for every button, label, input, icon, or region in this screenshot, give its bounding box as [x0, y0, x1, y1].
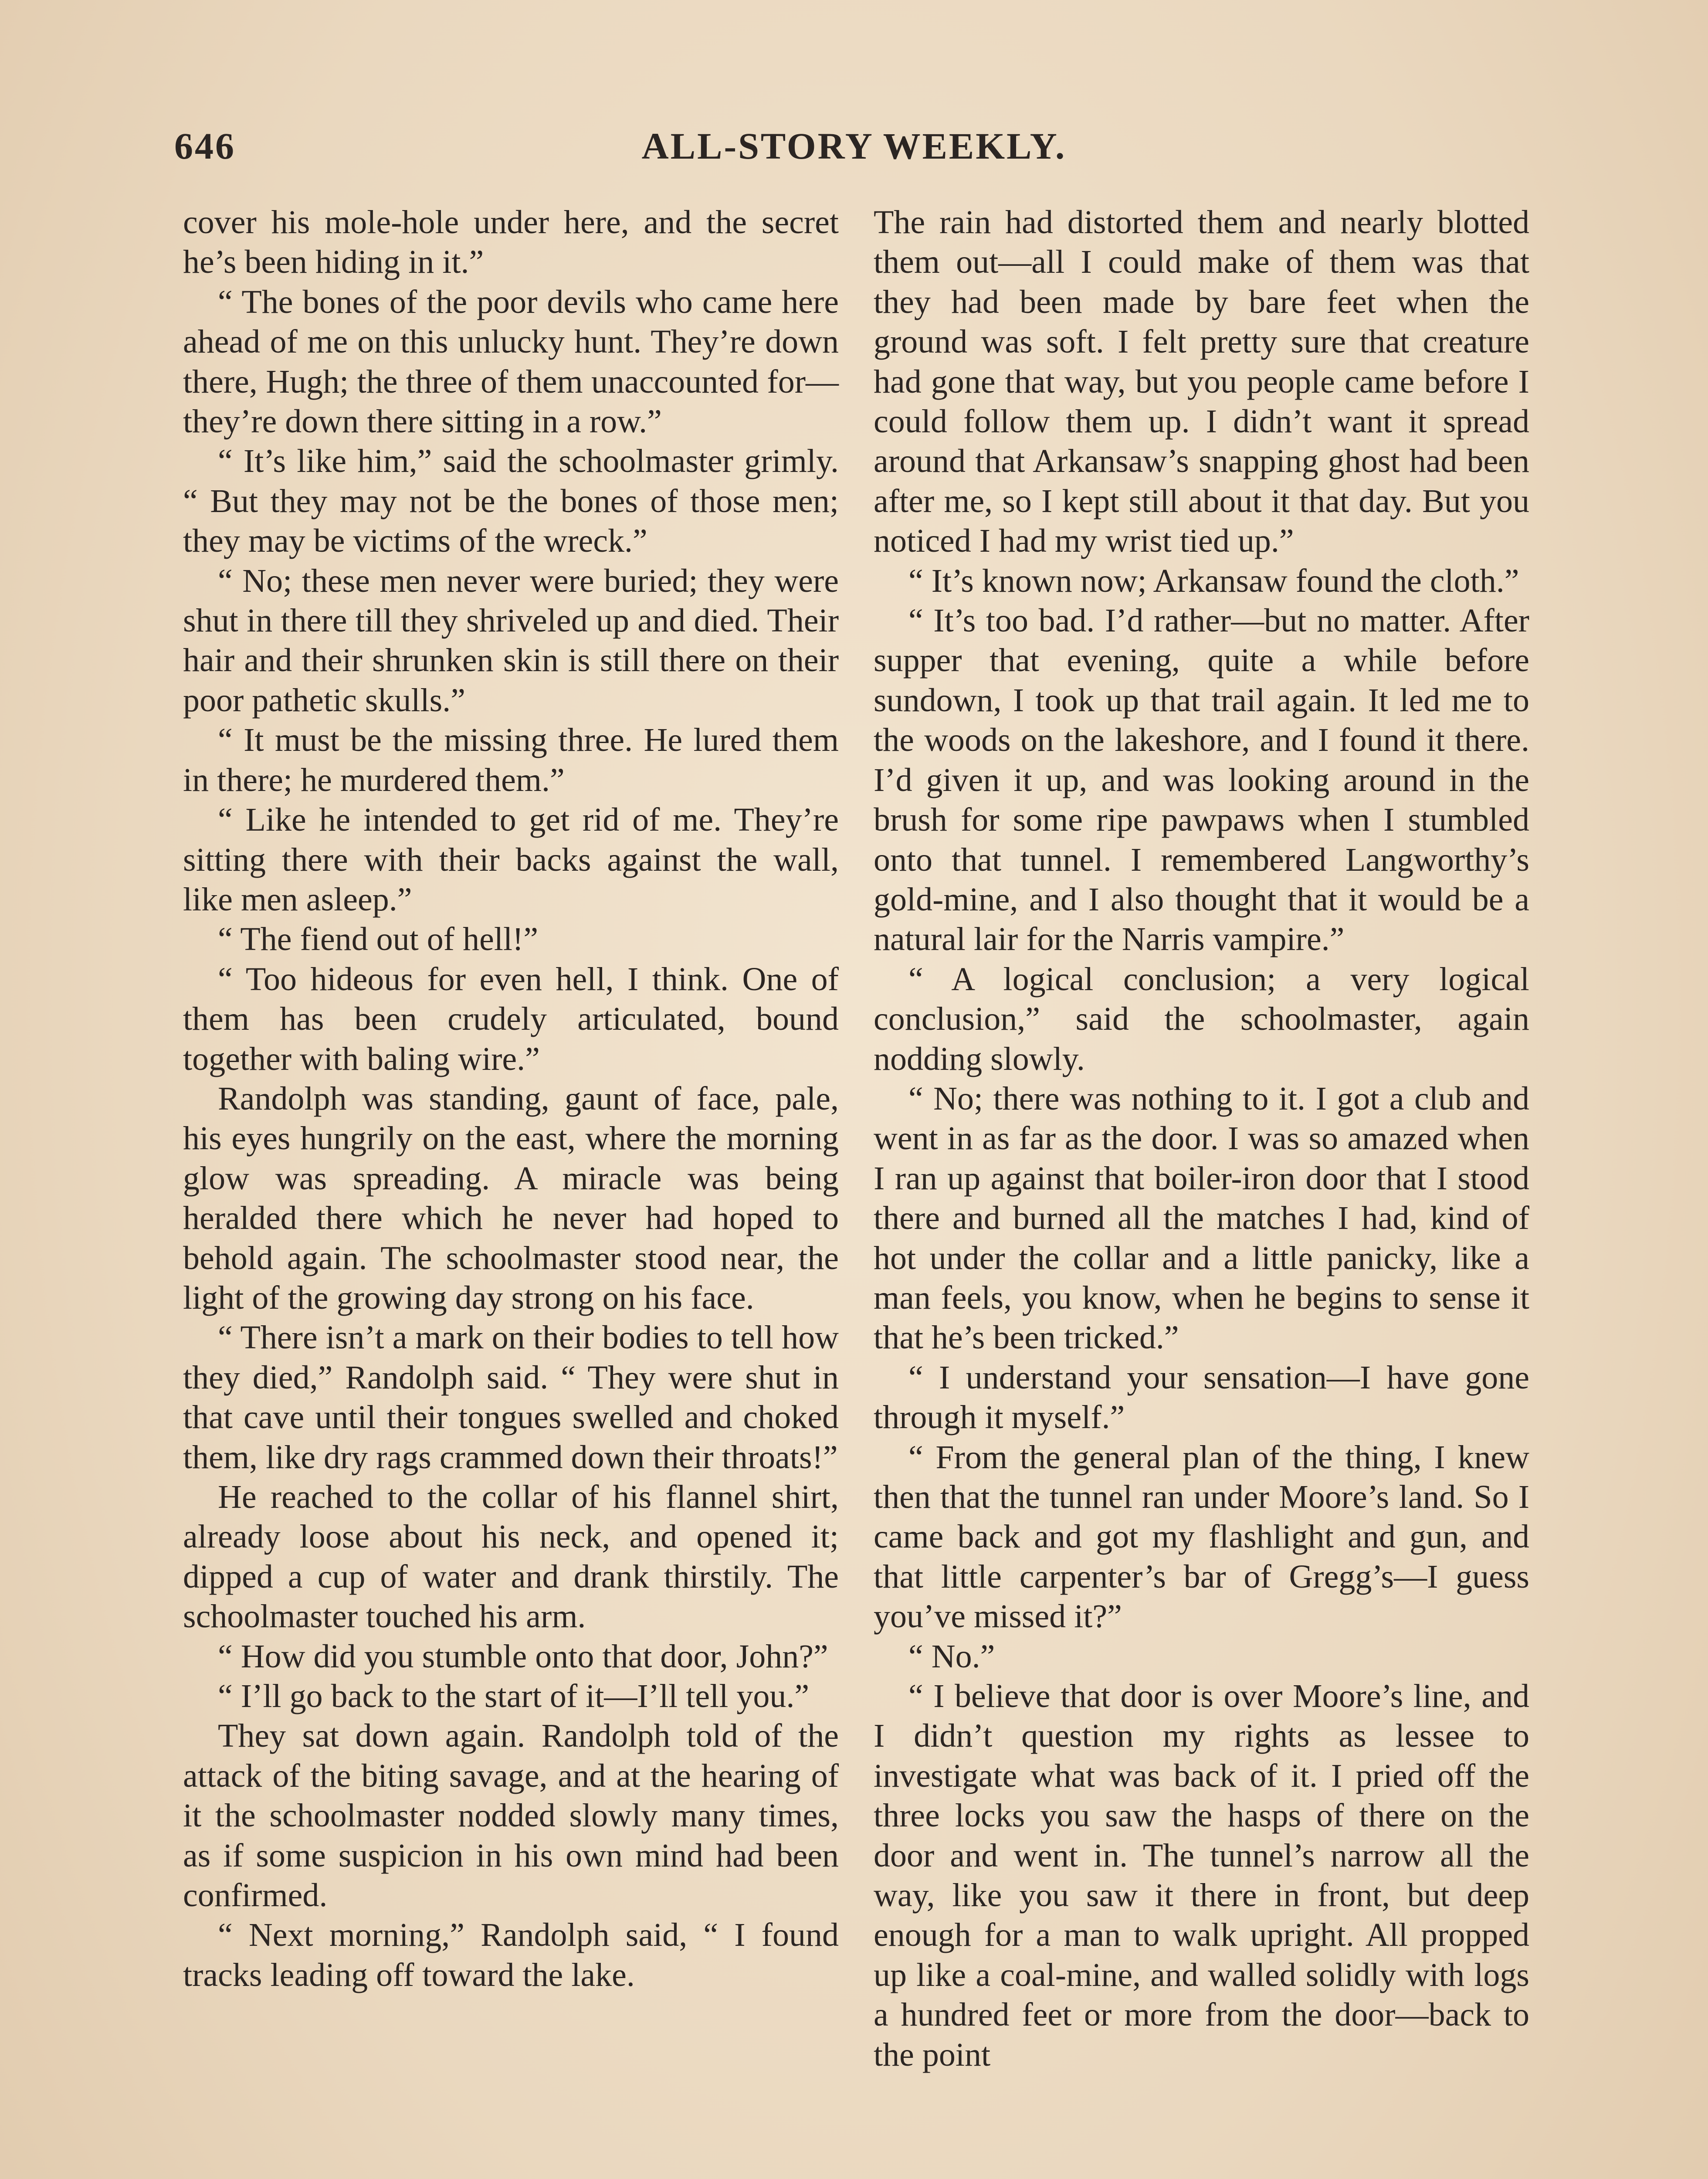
paragraph: “ No.” [908, 1638, 995, 1675]
paragraph: “ It must be the missing three. He lured them in there; he murdered them.” [183, 722, 839, 798]
page-number: 646 [174, 125, 236, 167]
left-column [183, 203, 839, 1995]
paragraph: “ Like he intended to get rid of me. They’re sitting there with their backs against the wall, like men asleep.” [183, 801, 839, 918]
paragraph: “ There isn’t a mark on their bodies to tell how they died,” Randolph said. “ They were shut in that cave until their tongues swelled and choked them, like dry rags crammed down their throats!” [183, 1319, 839, 1476]
paragraph: “ A logical conclusion; a very logical conclusion,” said the schoolmaster, again nodding slowly. [874, 961, 1529, 1077]
paragraph: “ I believe that door is over Moore’s line, and I didn’t question my rights as lessee to investigate what was back of it. I pried off the three locks you saw the hasps of there on the door and went in. The tunnel’s narrow all the way, like you saw it there in front, but deep enough for a man to walk upright. All propped up like a coal-mine, and walled solidly with logs a hundred feet or more from the door—back to the point [874, 1678, 1529, 2073]
paragraph: “ The bones of the poor devils who came here ahead of me on this unlucky hunt. They’re down there, Hugh; the three of them unaccounted for—they’re down there sitting in a row.” [183, 283, 839, 440]
paragraph: “ How did you stumble onto that door, John?” [218, 1638, 828, 1675]
running-head: ALL-STORY WEEKLY. [641, 125, 1067, 167]
paragraph: The rain had distorted them and nearly blotted them out—all I could make of them was that they had been made by bare feet when the ground was soft. I felt pretty sure that creature had gone that way, but you people came before I could follow them up. I didn’t want it spread around that Arkansaw’s snapping ghost had been after me, so I kept still about it that day. But you noticed I had my wrist tied up.” [874, 204, 1529, 560]
right-column [874, 203, 1529, 2075]
paragraph: “ It’s like him,” said the schoolmaster grimly. “ But they may not be the bones of those men; they may be victims of the wreck.” [183, 443, 839, 560]
paragraph: “ It’s known now; Arkansaw found the cloth.” [908, 562, 1519, 599]
paragraph: cover his mole-hole under here, and the secret he’s been hiding in it.” [183, 204, 839, 281]
paragraph: He reached to the collar of his flannel shirt, already loose about his neck, and opened it; dipped a cup of water and drank thirstily. The schoolmaster touched his arm. [183, 1479, 839, 1635]
paragraph: Randolph was standing, gaunt of face, pale, his eyes hungrily on the east, where the morning glow was spreading. A miracle was being heralded there which he never had hoped to behold again. The schoolmaster stood near, the light of the growing day strong on his face. [183, 1080, 839, 1316]
paragraph: “ No; there was nothing to it. I got a club and went in as far as the door. I was so amazed when I ran up against that boiler-iron door that I stood there and burned all the matches I had, kind of hot under the collar and a little panicky, like a man feels, you know, when he begins to sense it that he’s been tricked.” [874, 1080, 1529, 1356]
paragraph: They sat down again. Randolph told of the attack of the biting savage, and at the hearing of it the schoolmaster nodded slowly many times, as if some suspicion in his own mind had been confirmed. [183, 1717, 839, 1914]
page-header [174, 124, 1534, 176]
paragraph: “ I’ll go back to the start of it—I’ll tell you.” [218, 1678, 810, 1715]
paragraph: “ Too hideous for even hell, I think. One of them has been crudely articulated, bound together with baling wire.” [183, 961, 839, 1077]
paragraph: “ The fiend out of hell!” [218, 921, 539, 958]
paragraph: “ From the general plan of the thing, I knew then that the tunnel ran under Moore’s land. So I came back and got my flashlight and gun, and that little carpenter’s bar of Gregg’s—I guess you’ve missed it?” [874, 1439, 1529, 1635]
paragraph: “ No; these men never were buried; they were shut in there till they shriveled up and died. Their hair and their shrunken skin is still there on their poor pathetic skulls.” [183, 562, 839, 719]
paragraph: “ It’s too bad. I’d rather—but no matter. After supper that evening, quite a while before sundown, I took up that trail again. It led me to the woods on the lakeshore, and I found it there. I’d given it up, and was looking around in the brush for some ripe pawpaws when I stumbled onto that tunnel. I remembered Langworthy’s gold-mine, and I also thought that it would be a natural lair for the Narris vampire.” [874, 602, 1529, 958]
paragraph: “ I understand your sensation—I have gone through it myself.” [874, 1359, 1529, 1436]
paragraph: “ Next morning,” Randolph said, “ I found tracks leading off toward the lake. [183, 1917, 839, 1993]
